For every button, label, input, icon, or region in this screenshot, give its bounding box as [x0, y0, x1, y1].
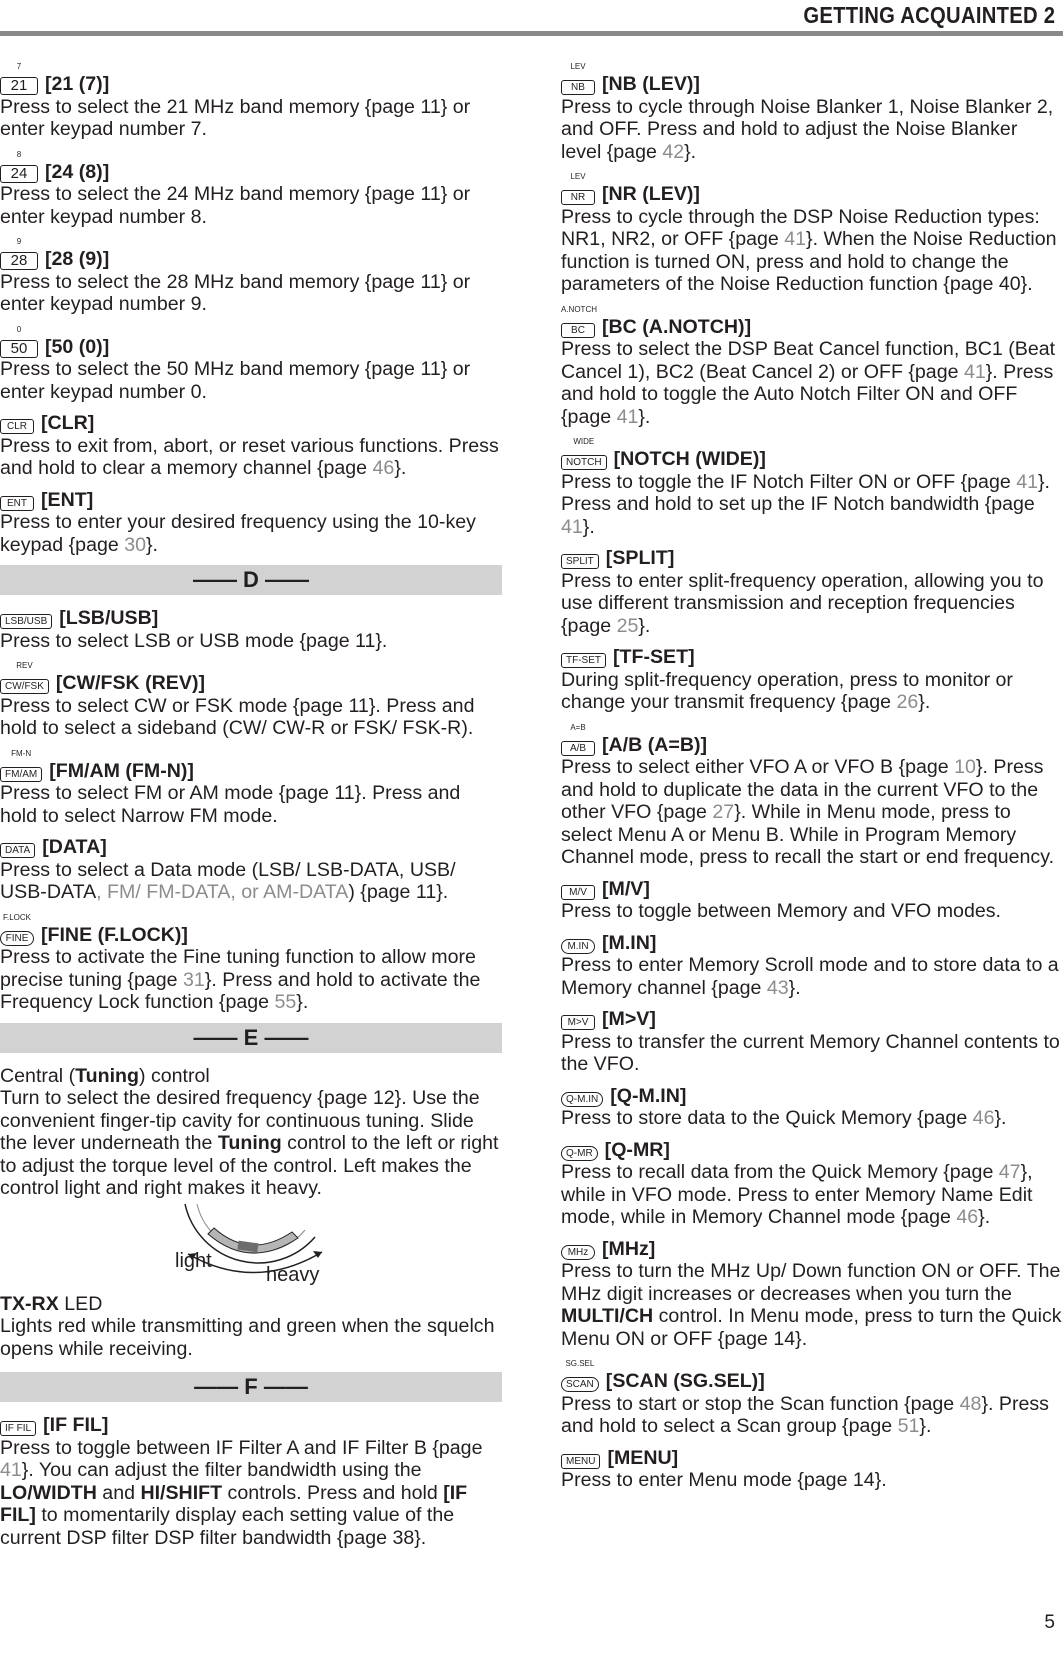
entry-body: Press to select the 28 MHz band memory {page 11} or enter keypad number 9.	[0, 270, 471, 315]
entry-m-to-v	[561, 1008, 1063, 1076]
entry-nb	[561, 62, 1063, 163]
entry-tuning-control	[0, 1065, 502, 1200]
entry-body: Press to select either VFO A or VFO B {page 10}. Press and hold to duplicate the data in the current VFO to the other VFO {page 27}. While in Menu mode, press to select Menu A or Menu B. While in Program Memory Channel mode, press to recall the start or end frequency.	[561, 756, 1055, 868]
label-heavy: heavy	[266, 1263, 320, 1286]
key-m-to-v-icon: M>V	[561, 1008, 595, 1031]
right-column	[561, 62, 1063, 1501]
key-24-icon: 8 24	[0, 161, 38, 184]
entry-mhz	[561, 1238, 1063, 1351]
key-m-v-icon: M/V	[561, 878, 595, 901]
entry-title: [50 (0)]	[45, 335, 110, 358]
entry-title: [28 (9)]	[45, 248, 110, 270]
entry-title: [CLR]	[41, 412, 95, 434]
entry-fm-am	[0, 749, 502, 828]
entry-ent	[0, 489, 502, 557]
key-fm-am-icon: FM-N FM/AM	[0, 760, 42, 783]
entry-title: [LSB/USB]	[59, 607, 159, 629]
key-nb-icon: LEV NB	[561, 73, 595, 96]
key-if-fil-icon: IF FIL	[0, 1414, 36, 1437]
key-mhz-icon: MHz	[561, 1238, 595, 1261]
entry-cw-fsk	[0, 661, 502, 740]
header-title: GETTING ACQUAINTED 2	[803, 2, 1055, 28]
entry-body: Press to select the DSP Beat Cancel function, BC1 (Beat Cancel 1), BC2 (Beat Cancel 2) or OFF {page 41}. Press and hold to toggle the Auto Notch Filter ON and OFF {page 41}.	[561, 338, 1056, 428]
key-data-icon: DATA	[0, 836, 35, 859]
entry-title: [DATA]	[42, 836, 107, 858]
entry-split	[561, 547, 1063, 637]
entry-body: Press to enter your desired frequency using the 10-key keypad {page 30}.	[0, 511, 476, 556]
section-heading-e: —— E ——	[0, 1023, 502, 1053]
entry-body: Press to enter split-frequency operation, allowing you to use different transmission and reception frequencies {page 25}.	[561, 569, 1044, 637]
key-cw-fsk-icon: REV CW/FSK	[0, 672, 49, 695]
key-ent-icon: ENT	[0, 489, 34, 512]
entry-body: Press to store data to the Quick Memory {page 46}.	[561, 1107, 1007, 1129]
entry-body: Press to select the 50 MHz band memory {page 11} or enter keypad number 0.	[0, 358, 471, 403]
entry-title: [SPLIT]	[605, 547, 675, 569]
entry-title: [FM/AM (FM-N)]	[49, 759, 194, 782]
entry-body: Press to select CW or FSK mode {page 11}. Press and hold to select a sideband (CW/ CW-R or FSK/ FSK-R).	[0, 694, 475, 739]
entry-body: Press to enter Memory Scroll mode and to store data to a Memory channel {page 43}.	[561, 954, 1059, 999]
entry-title: [MHz]	[602, 1237, 656, 1260]
entry-title: [Q-M.IN]	[610, 1084, 687, 1107]
entry-body: Press to toggle between Memory and VFO modes.	[561, 900, 1001, 922]
label-light: light	[175, 1249, 212, 1272]
entry-body: Press to turn the MHz Up/ Down function ON or OFF. The MHz digit increases or decreases when you turn the MULTI/CH control. In Menu mode, press to turn the Quick Menu ON or OFF {page 14}.	[561, 1260, 1062, 1350]
entry-body: Press to toggle the IF Notch Filter ON or OFF {page 41}. Press and hold to set up the IF Notch bandwidth {page 41}.	[561, 470, 1050, 538]
entry-body: Press to toggle between IF Filter A and IF Filter B {page 41}. You can adjust the filter bandwidth using the LO/WIDTH and HI/SHIFT controls. Press and hold [IF FIL] to momentarily display each setting value of the current DSP filter DSP filter bandwidth {page 38}.	[0, 1436, 483, 1549]
entry-q-mr	[561, 1139, 1063, 1229]
key-fine-icon: F.LOCK FINE	[0, 924, 34, 947]
entry-body: Press to cycle through the DSP Noise Reduction types: NR1, NR2, or OFF {page 41}. When the Noise Reduction function is turned ON, press and hold to change the parameters of the Noise Reduction function {page 40}.	[561, 205, 1057, 295]
entry-body: Press to recall data from the Quick Memory {page 47}, while in VFO mode. Press to enter Memory Name Edit mode, while in Memory Channel mode {page 46}.	[561, 1161, 1033, 1228]
key-21-icon: 7 21	[0, 73, 38, 96]
key-a-b-icon: A=B A/B	[561, 734, 595, 757]
key-q-m-in-icon: Q-M.IN	[561, 1085, 603, 1108]
entry-title: [BC (A.NOTCH)]	[602, 315, 752, 338]
entry-nr	[561, 172, 1063, 296]
entry-title: [21 (7)]	[45, 73, 110, 95]
entry-title: [SCAN (SG.SEL)]	[605, 1370, 765, 1392]
key-m-in-icon: M.IN	[561, 932, 595, 955]
entry-title: [FINE (F.LOCK)]	[41, 923, 188, 946]
tuning-torque-figure	[0, 1202, 502, 1287]
key-split-icon: SPLIT	[561, 547, 599, 570]
key-nr-icon: LEV NR	[561, 183, 595, 206]
entry-title: [M>V]	[602, 1008, 656, 1030]
entry-notch	[561, 437, 1063, 538]
entry-title: [M.IN]	[602, 931, 657, 954]
entry-m-v	[561, 878, 1063, 923]
entry-tx-rx-led	[0, 1293, 502, 1361]
entry-tf-set	[561, 646, 1063, 714]
entry-24	[0, 150, 502, 229]
entry-title: [NR (LEV)]	[602, 183, 700, 205]
entry-lsb-usb	[0, 607, 502, 652]
entry-title: [24 (8)]	[45, 160, 110, 183]
entry-28	[0, 237, 502, 316]
entry-body: Press to start or stop the Scan function {page 48}. Press and hold to select a Scan group {page 51}.	[561, 1392, 1049, 1437]
entry-title: [NOTCH (WIDE)]	[613, 448, 766, 470]
key-clr-icon: CLR	[0, 412, 34, 435]
key-tf-set-icon: TF-SET	[561, 646, 606, 669]
entry-body: Press to select the 24 MHz band memory {page 11} or enter keypad number 8.	[0, 183, 471, 228]
entry-fine	[0, 913, 502, 1014]
entry-m-in	[561, 932, 1063, 1000]
entry-title: TX-RX LED	[0, 1292, 103, 1315]
entry-data	[0, 836, 502, 904]
section-heading-f: —— F ——	[0, 1372, 502, 1402]
entry-clr	[0, 412, 502, 480]
entry-title: [IF FIL]	[43, 1414, 109, 1436]
entry-body: Press to cycle through Noise Blanker 1, Noise Blanker 2, and OFF. Press and hold to adjust the Noise Blanker level {page 42}.	[561, 95, 1054, 163]
entry-menu	[561, 1447, 1063, 1492]
entry-if-fil	[0, 1414, 502, 1549]
entry-body: Press to select a Data mode (LSB/ LSB-DATA, USB/ USB-DATA, FM/ FM-DATA, or AM-DATA) {page 11}.	[0, 858, 456, 903]
entry-title: [TF-SET]	[613, 646, 695, 668]
entry-title: [MENU]	[607, 1446, 679, 1469]
entry-body: Press to exit from, abort, or reset various functions. Press and hold to clear a memory channel {page 46}.	[0, 434, 499, 479]
entry-body: Lights red while transmitting and green when the squelch opens while receiving.	[0, 1315, 495, 1360]
entry-title: [ENT]	[41, 488, 94, 511]
entry-title: [Q-MR]	[604, 1138, 670, 1161]
entry-title: [NB (LEV)]	[602, 73, 700, 95]
entry-a-b	[561, 723, 1063, 869]
page-number: 5	[1044, 1612, 1055, 1633]
entry-scan	[561, 1359, 1063, 1438]
page-header	[0, 0, 1063, 40]
entry-body: Press to transfer the current Memory Channel contents to the VFO.	[561, 1030, 1060, 1075]
entry-body: Turn to select the desired frequency {page 12}. Use the convenient finger-tip cavity for continuous tuning. Slide the lever underneath the Tuning control to the left or right to adjust the torque level of the control. Left makes the control light and right makes it heavy.	[0, 1087, 499, 1199]
entry-q-m-in	[561, 1085, 1063, 1130]
entry-title: Central (Tuning) control	[0, 1064, 210, 1087]
key-q-mr-icon: Q-MR	[561, 1139, 598, 1162]
entry-50	[0, 325, 502, 404]
key-menu-icon: MENU	[561, 1447, 600, 1470]
entry-title: [CW/FSK (REV)]	[55, 672, 205, 694]
key-notch-icon: WIDE NOTCH	[561, 448, 607, 471]
key-50-icon: 0 50	[0, 336, 38, 359]
entry-body: Press to enter Menu mode {page 14}.	[561, 1469, 887, 1491]
entry-body: During split-frequency operation, press to monitor or change your transmit frequency {page 26}.	[561, 668, 1013, 713]
section-heading-d: —— D ——	[0, 565, 502, 595]
entry-bc	[561, 305, 1063, 429]
entry-title: [A/B (A=B)]	[602, 733, 708, 756]
key-scan-icon: SG.SEL SCAN	[561, 1370, 599, 1393]
entry-body: Press to select FM or AM mode {page 11}. Press and hold to select Narrow FM mode.	[0, 782, 461, 827]
left-column	[0, 62, 502, 1558]
entry-title: [M/V]	[602, 877, 650, 900]
key-bc-icon: A.NOTCH BC	[561, 304, 597, 336]
key-28-icon: 9 28	[0, 248, 38, 271]
header-rule	[0, 31, 1063, 36]
entry-21	[0, 62, 502, 141]
entry-body: Press to activate the Fine tuning function to allow more precise tuning {page 31}. Press and hold to activate the Frequency Lock function {page 55}.	[0, 946, 481, 1013]
entry-body: Press to select LSB or USB mode {page 11}.	[0, 629, 388, 652]
key-lsb-usb-icon: LSB/USB	[0, 607, 52, 630]
entry-body: Press to select the 21 MHz band memory {page 11} or enter keypad number 7.	[0, 95, 471, 140]
